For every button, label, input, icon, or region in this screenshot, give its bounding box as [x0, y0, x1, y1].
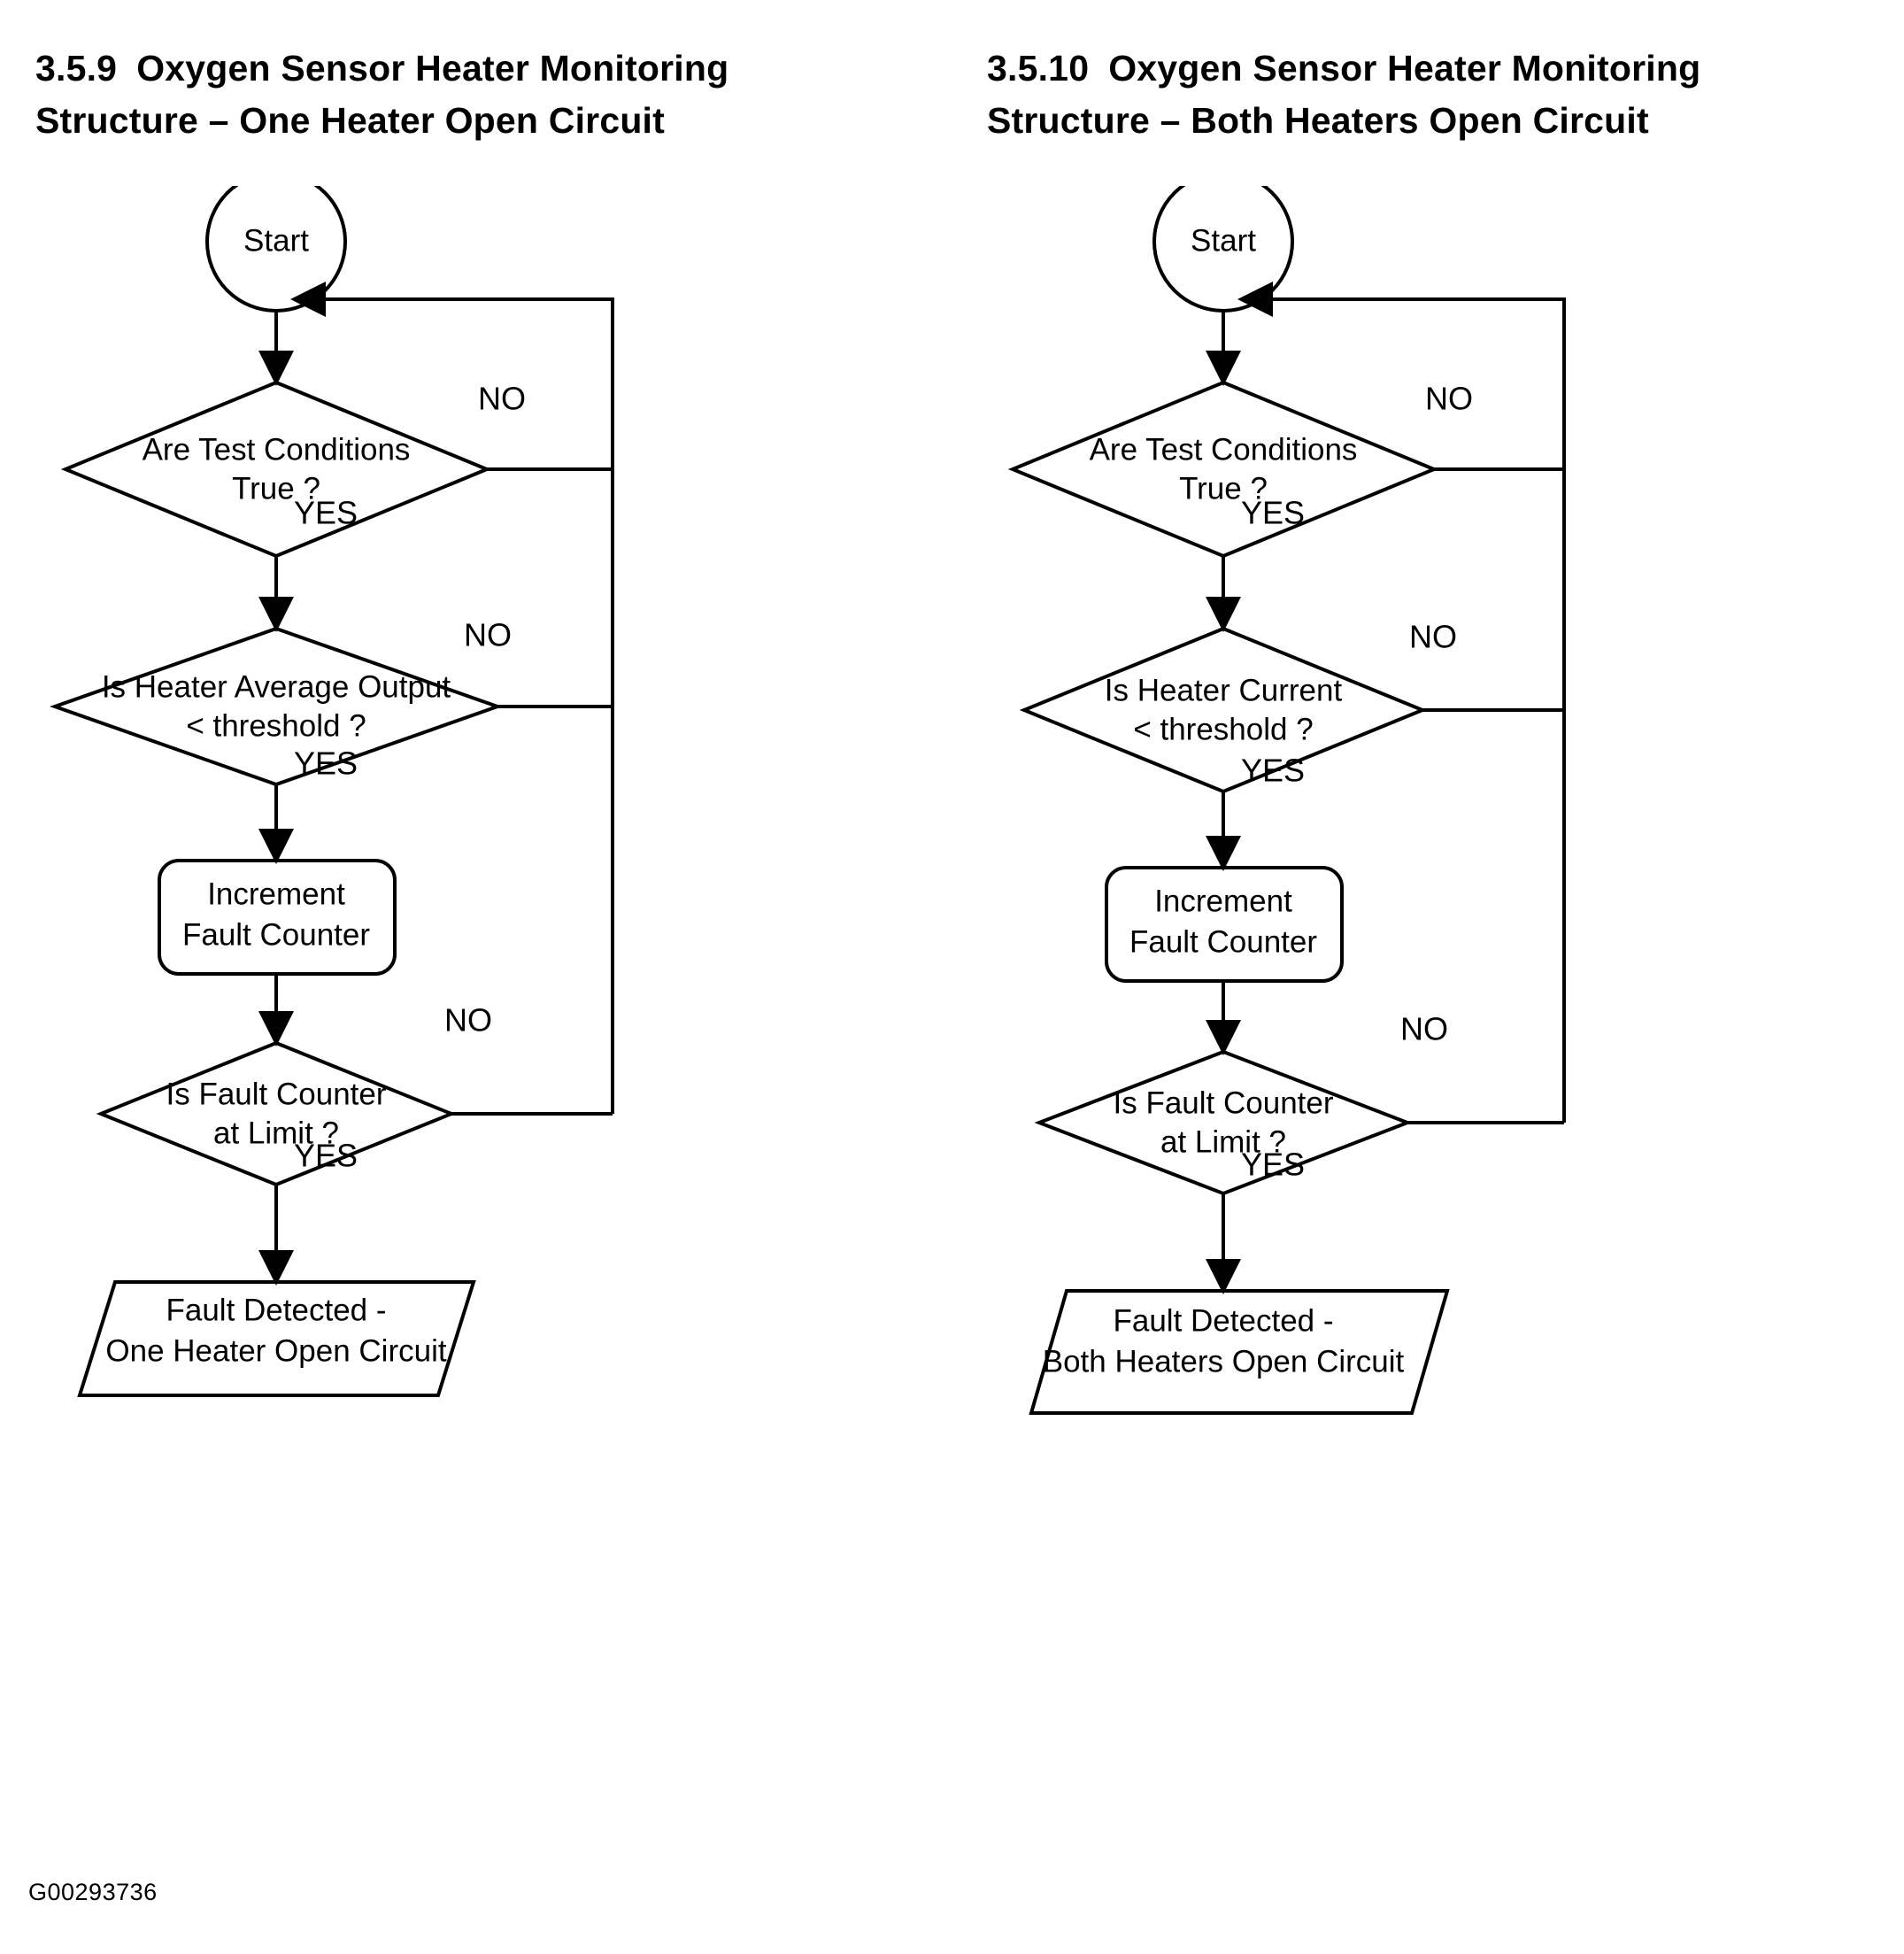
section-title-line2: Structure – One Heater Open Circuit: [35, 100, 666, 142]
section-title-line2: Structure – Both Heaters Open Circuit: [987, 100, 1649, 142]
flowchart-diagram-one-heater: [18, 186, 938, 1868]
process-label-line2: Fault Counter: [181, 917, 371, 953]
decision1-label-line2: True ?: [232, 471, 320, 506]
flowchart-column-one-heater: [18, 0, 938, 1954]
decision-test-conditions: [66, 382, 487, 556]
edge-label-no-3: NO: [1400, 1010, 1448, 1047]
decision2-label-line1: Is Heater Current: [1104, 673, 1343, 708]
decision3-label-line2: at Limit ?: [213, 1116, 339, 1151]
decision-fault-counter-limit: [101, 1043, 451, 1185]
process-label-line1: Increment: [1154, 884, 1292, 919]
decision1-label-line2: True ?: [1179, 471, 1268, 506]
decision2-label-line2: < threshold ?: [1133, 712, 1314, 747]
section-number: 3.5.10: [987, 48, 1090, 89]
section-heading-3-5-9: [35, 42, 929, 148]
process-label-line2: Fault Counter: [1129, 924, 1318, 960]
edge-label-yes-3: YES: [1241, 1146, 1306, 1183]
result-label-line1: Fault Detected -: [166, 1293, 387, 1328]
flowchart-column-both-heaters: [969, 0, 1890, 1954]
edge-label-yes-2: YES: [294, 745, 358, 782]
decision3-label-line1: Is Fault Counter: [166, 1077, 387, 1112]
result-label-line1: Fault Detected -: [1113, 1303, 1334, 1339]
edge-label-no-2: NO: [464, 616, 512, 653]
decision-heater-average-output: [55, 629, 497, 784]
edge-label-no-3: NO: [444, 1001, 492, 1039]
decision2-label-line2: < threshold ?: [186, 708, 366, 744]
decision-heater-current: [1024, 629, 1422, 792]
section-title-line1: Oxygen Sensor Heater Monitoring: [136, 48, 729, 89]
edge-label-yes-2: YES: [1241, 752, 1306, 789]
edge-label-no-1: NO: [478, 380, 526, 417]
decision3-label-line1: Is Fault Counter: [1113, 1085, 1334, 1121]
edge-label-yes-3: YES: [294, 1137, 358, 1174]
decision1-label-line1: Are Test Conditions: [142, 432, 411, 467]
start-node-label: Start: [243, 223, 309, 259]
decision1-label-line1: Are Test Conditions: [1089, 432, 1358, 467]
start-node-label: Start: [1191, 223, 1256, 259]
section-title-line1: Oxygen Sensor Heater Monitoring: [1108, 48, 1701, 89]
decision2-label-line1: Is Heater Average Output: [101, 669, 451, 705]
section-heading-3-5-10: [987, 42, 1881, 148]
decision3-label-line2: at Limit ?: [1160, 1124, 1286, 1160]
edge-label-no-2: NO: [1409, 618, 1457, 655]
process-label-line1: Increment: [207, 877, 345, 912]
result-label-line2: Both Heaters Open Circuit: [1042, 1344, 1405, 1379]
decision-test-conditions: [1013, 382, 1434, 556]
figure-id-label: G00293736: [28, 1879, 158, 1905]
decision-fault-counter-limit: [1039, 1052, 1407, 1193]
edge-label-yes-1: YES: [1241, 494, 1306, 531]
section-number: 3.5.9: [35, 48, 118, 89]
edge-label-yes-1: YES: [294, 494, 358, 531]
edge-label-no-1: NO: [1425, 380, 1473, 417]
result-label-line2: One Heater Open Circuit: [105, 1333, 447, 1369]
flowchart-diagram-both-heaters: [969, 186, 1890, 1868]
